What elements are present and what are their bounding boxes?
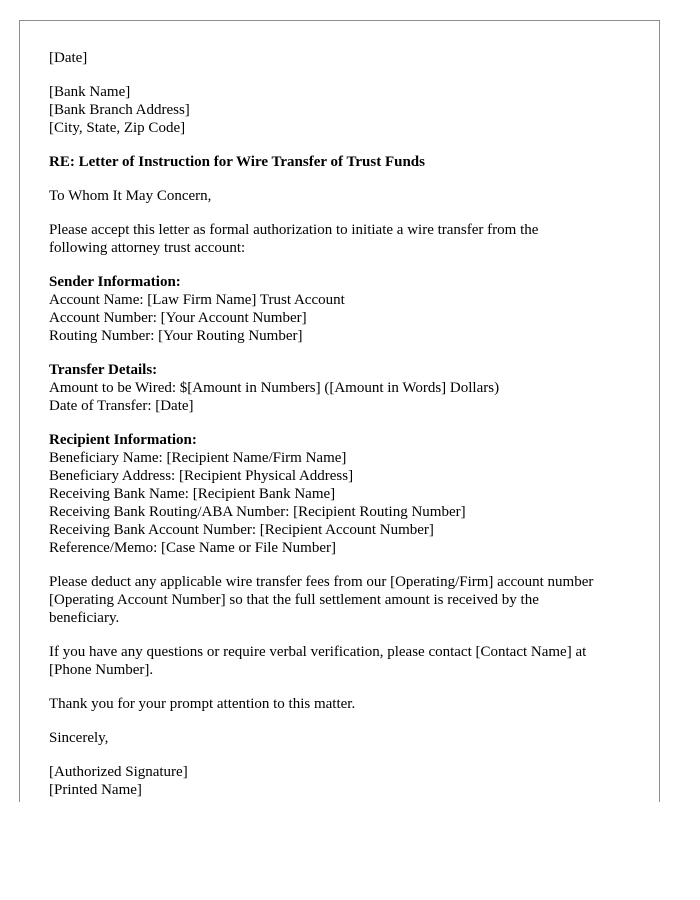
questions-line: If you have any questions or require verbal verification, please contact [Contact Name] at: [49, 644, 587, 660]
beneficiary-name: Beneficiary Name: [Recipient Name/Firm Name]: [49, 450, 347, 466]
salutation: To Whom It May Concern,: [49, 188, 212, 204]
thanks-line: Thank you for your prompt attention to this matter.: [49, 696, 356, 712]
questions-line: [Phone Number].: [49, 662, 154, 678]
bank-branch-address: [Bank Branch Address]: [49, 102, 190, 118]
subject-line: RE: Letter of Instruction for Wire Transfer of Trust Funds: [49, 154, 425, 170]
closing: Sincerely,: [49, 730, 109, 746]
fees-paragraph: [49, 573, 630, 627]
fees-line: Please deduct any applicable wire transfer fees from our [Operating/Firm] account number: [49, 574, 594, 590]
transfer-heading: Transfer Details:: [49, 362, 158, 378]
fees-line: beneficiary.: [49, 610, 120, 626]
printed-name: [Printed Name]: [49, 782, 142, 798]
thanks-paragraph: [49, 695, 630, 713]
reference-memo: Reference/Memo: [Case Name or File Number]: [49, 540, 336, 556]
transfer-date: Date of Transfer: [Date]: [49, 398, 194, 414]
intro-paragraph: [49, 221, 630, 257]
beneficiary-address: Beneficiary Address: [Recipient Physical Address]: [49, 468, 354, 484]
transfer-amount: Amount to be Wired: $[Amount in Numbers] ([Amount in Words] Dollars): [49, 380, 500, 396]
letter-date: [Date]: [49, 50, 88, 66]
letter-page: [19, 20, 660, 802]
bank-name: [Bank Name]: [49, 84, 131, 100]
sender-account-number: Account Number: [Your Account Number]: [49, 310, 307, 326]
receiving-bank-name: Receiving Bank Name: [Recipient Bank Name]: [49, 486, 336, 502]
questions-paragraph: [49, 643, 630, 679]
salutation-block: [49, 187, 630, 205]
authorized-signature: [Authorized Signature]: [49, 764, 188, 780]
signature-block: [49, 763, 630, 799]
recipient-information: [49, 431, 630, 557]
recipient-heading: Recipient Information:: [49, 432, 197, 448]
date-block: [49, 49, 630, 67]
transfer-details: [49, 361, 630, 415]
subject-block: [49, 153, 630, 171]
bank-city-state-zip: [City, State, Zip Code]: [49, 120, 186, 136]
sender-routing-number: Routing Number: [Your Routing Number]: [49, 328, 303, 344]
closing-block: [49, 729, 630, 747]
fees-line: [Operating Account Number] so that the full settlement amount is received by the: [49, 592, 539, 608]
receiving-bank-account: Receiving Bank Account Number: [Recipient Account Number]: [49, 522, 434, 538]
intro-line: Please accept this letter as formal authorization to initiate a wire transfer from the: [49, 222, 539, 238]
bank-address-block: [49, 83, 630, 137]
sender-heading: Sender Information:: [49, 274, 181, 290]
sender-information: [49, 273, 630, 345]
receiving-bank-routing: Receiving Bank Routing/ABA Number: [Recipient Routing Number]: [49, 504, 466, 520]
sender-account-name: Account Name: [Law Firm Name] Trust Account: [49, 292, 345, 308]
intro-line: following attorney trust account:: [49, 240, 246, 256]
